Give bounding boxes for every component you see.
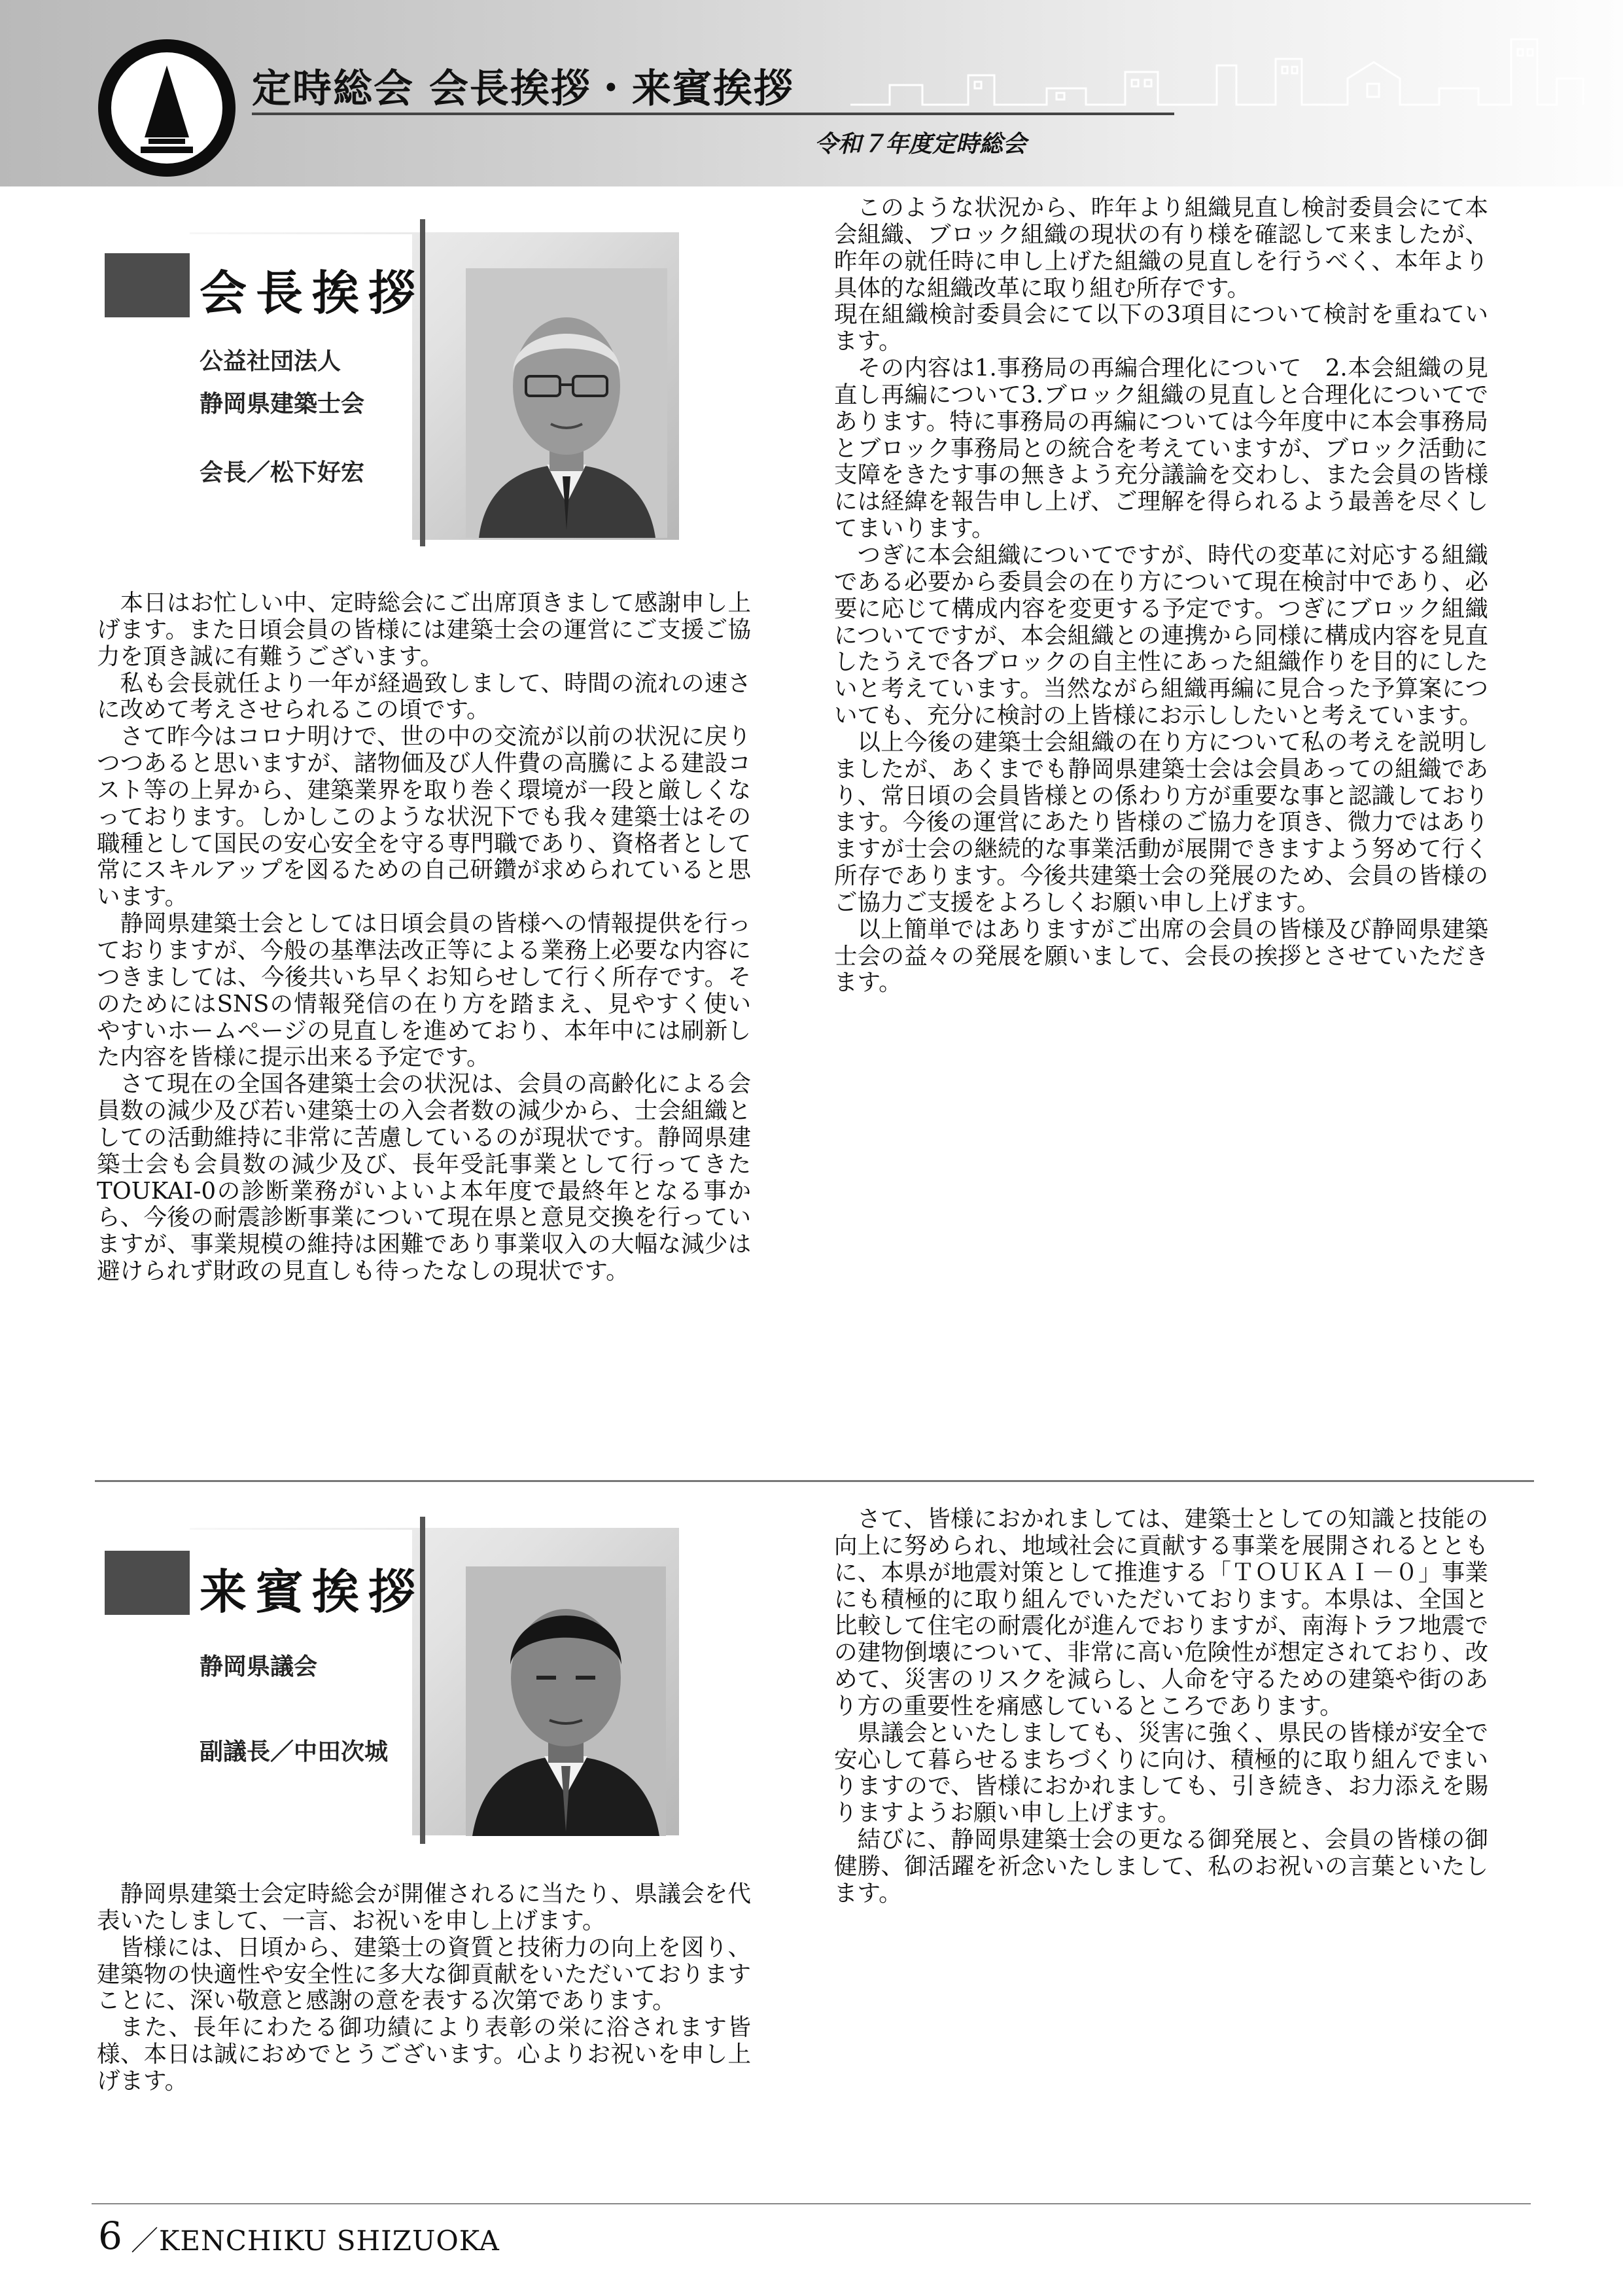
guest-column-right (834, 1506, 1488, 2134)
chairman-paragraph: このような状況から、昨年より組織見直し検討委員会にて本会組織、ブロック組織の現状の有り様を確認して来ましたが、昨年の就任時に申し上げた組織の見直しを行うべく、本年より具体的な組織改革に取り組む所存です。 (834, 195, 1488, 302)
chairman-role-name: 会長／松下好宏 (200, 459, 365, 486)
chairman-column-right (834, 195, 1488, 1441)
chairman-paragraph: さて現在の全国各建築士会の状況は、会員の高齢化による会員数の減少及び若い建築士の入会者数の減少から、士会組織としての活動維持に非常に苦慮しているのが現状です。静岡県建築士会も会員数の減少及び、長年受託事業として行ってきたTOUKAI-0の診断業務がいよいよ本年度で最終年となる事から、今後の耐震診断事業について現在県と意見交換を行っていますが、事業規模の維持は困難であり事業収入の大幅な減少は避けられず財政の見直しも待ったなしの現状です。 (97, 1070, 751, 1285)
portrait-photo-icon (466, 268, 667, 538)
chairman-paragraph: 静岡県建築士会としては日頃会員の皆様への情報提供を行っておりますが、今般の基準法改正等による業務上必要な内容につきましては、今後共いち早くお知らせして行く所存です。そのためにはSNSの情報発信の在り方を踏まえ、見やすく使いやすいホームページの見直しを進めており、本年中には刷新した内容を皆様に提示出来る予定です。 (97, 910, 751, 1071)
section-accent-bar (105, 253, 196, 317)
guest-heading: 来賓挨拶 (200, 1564, 425, 1619)
chairman-paragraph: 以上今後の建築士会組織の在り方について私の考えを説明しましたが、あくまでも静岡県建築士会は会員あっての組織であり、常日頃の会員皆様との係わり方が重要な事と認識しております。今後の運営にあたり皆様のご協力を頂き、微力ではありますが士会の継続的な事業活動が展開できますよう努めて行く所存であります。今後共建築士会の発展のため、会員の皆様のご協力ご支援をよろしくお願い申し上げます。 (834, 728, 1488, 916)
chairman-paragraph: つぎに本会組織についてですが、時代の変革に対応する組織である必要から委員会の在り方について現在検討中であり、必要に応じて構成内容を変更する予定です。つぎにブロック組織についてですが、本会組織との連携から同様に構成内容を見直したうえで各ブロックの自主性にあった組織作りを目的にしたいと考えています。当然ながら組織再編に見合った予算案についても、充分に検討の上皆様にお示ししたいと考えています。 (834, 541, 1488, 730)
guest-photo (466, 1566, 666, 1836)
footer-rule (92, 2203, 1531, 2204)
chairman-photo (466, 268, 667, 538)
portrait-photo-icon (466, 1566, 666, 1836)
chairman-org-line1: 公益社団法人 (200, 348, 341, 375)
guest-paragraph: 県議会といたしましても、災害に強く、県民の皆様が安全で安心して暮らせるまちづくりに向け、積極的に取り組んでまいりますので、皆様におかれましても、引き続き、お力添えを賜りますようお願い申し上げます。 (834, 1719, 1488, 1827)
chairman-heading: 会長挨拶 (200, 266, 425, 321)
logo-emblem-icon (134, 65, 200, 164)
guest-paragraph: 皆様には、日頃から、建築士の資質と技術力の向上を図り、建築物の快適性や安全性に多大な御貢献をいただいておりますことに、深い敬意と感謝の意を表する次第であります。 (97, 1934, 751, 2015)
section-accent-bar (105, 1551, 196, 1615)
chairman-paragraph: その内容は1.事務局の再編合理化について 2.本会組織の見直し再編について3.ブロック組織の見直しと合理化についてであります。特に事務局の再編については今年度中に本会事務局とブロック事務局との統合を考えていますが、ブロック活動に支障をきたす事の無きよう充分議論を交わし、また会員の皆様には経緯を報告申し上げ、ご理解を得られるよう最善を尽くしてまいります。 (834, 355, 1488, 542)
chairman-paragraph: 本日はお忙しい中、定時総会にご出席頂きまして感謝申し上げます。また日頃会員の皆様には建築士会の運営にご支援ご協力を頂き誠に有難うございます。 (97, 590, 751, 670)
chairman-paragraph: 以上簡単ではありますがご出席の会員の皆様及び静岡県建築士会の益々の発展を願いまして、会長の挨拶とさせていただきます。 (834, 915, 1488, 997)
guest-role-name: 副議長／中田次城 (200, 1739, 389, 1765)
page-title: 定時総会 会長挨拶・来賓挨拶 (252, 66, 794, 112)
city-skyline-icon (850, 26, 1590, 111)
title-underline (252, 113, 1174, 115)
guest-paragraph: さて、皆様におかれましては、建築士としての知識と技能の向上に努められ、地域社会に貢献する事業を展開されるとともに、本県が地震対策として推進する「ＴＯＵＫＡＩ－０」事業にも積極的に取り組んでいただいております。本県は、全国と比較して住宅の耐震化が進んでおりますが、南海トラフ地震での建物倒壊について、非常に高い危険性が想定されており、改めて、災害のリスクを減らし、人命を守るための建築や街のあり方の重要性を痛感しているところであります。 (834, 1506, 1488, 1720)
guest-column-left (97, 1881, 751, 2176)
chairman-paragraph: 現在組織検討委員会にて以下の3項目について検討を重ねています。 (834, 301, 1488, 355)
guest-paragraph: 結びに、静岡県建築士会の更なる御発展と、会員の皆様の御健勝、御活躍を祈念いたしまして、私のお祝いの言葉といたします。 (834, 1826, 1488, 1907)
page-number: 6 (98, 2214, 122, 2258)
chairman-paragraph: 私も会長就任より一年が経過致しまして、時間の流れの速さに改めて考えさせられるこの頃です。 (97, 669, 751, 724)
magazine-name: ／KENCHIKU SHIZUOKA (131, 2225, 500, 2257)
page-subtitle: 令和７年度定時総会 (814, 131, 1027, 158)
chairman-paragraph: さて昨今はコロナ明けで、世の中の交流が以前の状況に戻りつつあると思いますが、諸物価及び人件費の高騰による建設コスト等の上昇から、建築業界を取り巻く環境が一段と厳しくなっております。しかしこのような状況下でも我々建築士はその職種として国民の安心安全を守る専門職であり、資格者として常にスキルアップを図るための自己研鑽が求められていると思います。 (97, 723, 751, 911)
guest-paragraph: 静岡県建築士会定時総会が開催されるに当たり、県議会を代表いたしまして、一言、お祝いを申し上げます。 (97, 1881, 751, 1934)
chairman-org-line2: 静岡県建築士会 (200, 391, 365, 417)
chairman-column-left (97, 590, 751, 1453)
section-divider (95, 1480, 1534, 1482)
guest-paragraph: また、長年にわたる御功績により表彰の栄に浴されます皆様、本日は誠におめでとうございます。心よりお祝いを申し上げます。 (97, 2014, 751, 2094)
guest-org: 静岡県議会 (200, 1653, 318, 1680)
